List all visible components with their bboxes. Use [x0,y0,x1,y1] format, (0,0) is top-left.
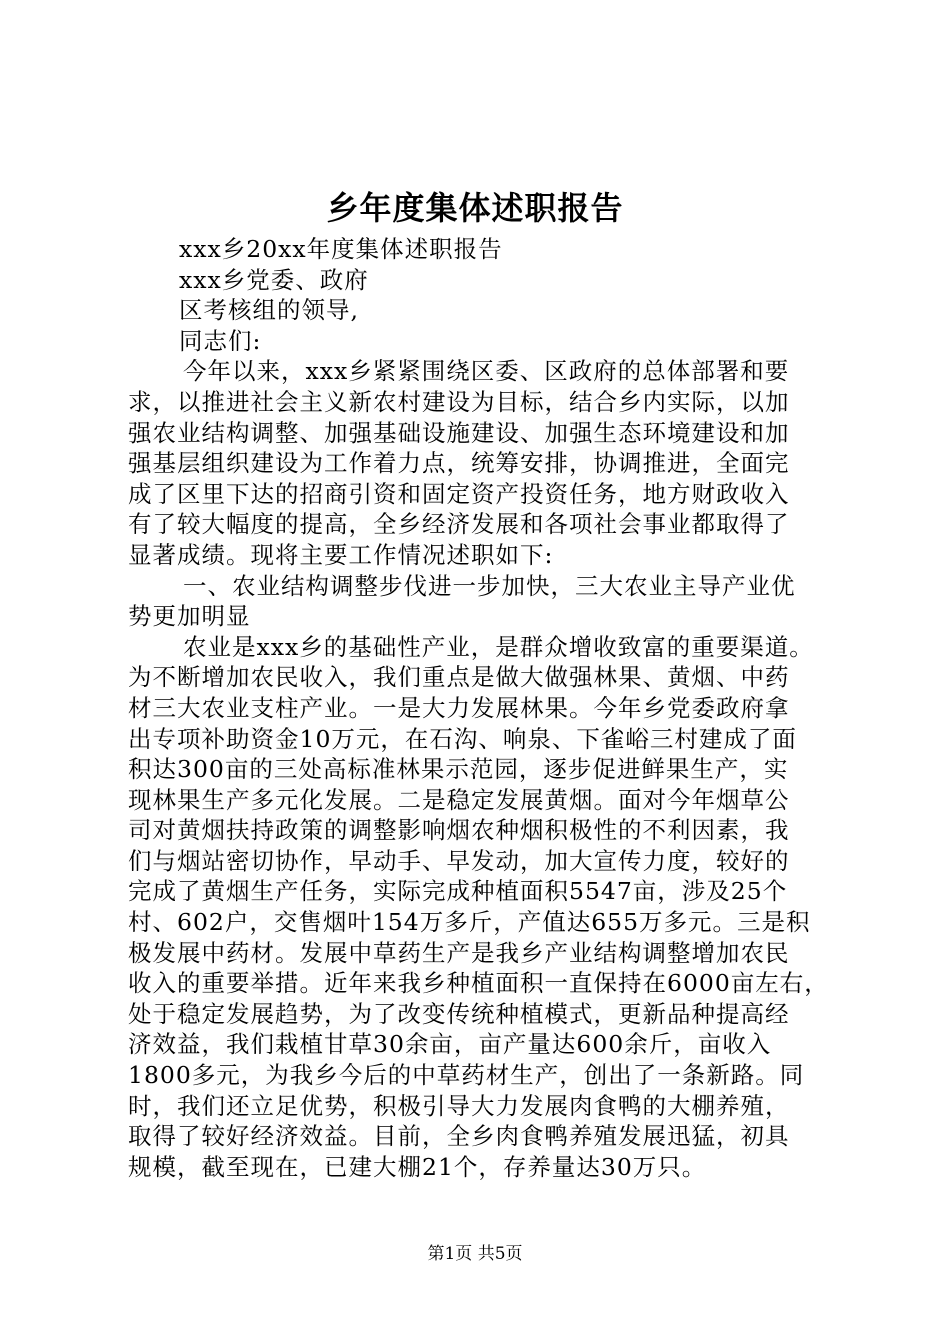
body-line: 今年以来，xxx乡紧紧围绕区委、区政府的总体部署和要 [183,357,790,386]
body-line: 同志们: [179,326,262,355]
body-line: 积达300亩的三处高标准林果示范园，逐步促进鲜果生产，实 [128,755,789,784]
page-number-footer: 第1页 共5页 [427,1244,523,1264]
document-body [128,234,838,1182]
body-line: 时，我们还立足优势，积极引导大力发展肉食鸭的大棚养殖， [128,1091,790,1120]
body-line: 村、602户，交售烟叶154万多斤，产值达655万多元。三是积 [128,908,811,937]
body-line: 收入的重要举措。近年来我乡种植面积一直保持在6000亩左右， [128,969,829,998]
body-line: 出专项补助资金10万元，在石沟、响泉、下雀峪三村建成了面 [128,724,797,753]
body-line: 们与烟站密切协作，早动手、早发动，加大宣传力度，较好的 [128,846,790,875]
body-line: 显著成绩。现将主要工作情况述职如下: [128,540,554,569]
document-title: 乡年度集体述职报告 [326,189,624,227]
body-line: 农业是xxx乡的基础性产业，是群众增收致富的重要渠道。 [183,632,814,661]
body-line: 求，以推进社会主义新农村建设为目标，结合乡内实际，以加 [128,387,790,416]
body-line: 济效益，我们栽植甘草30余亩，亩产量达600余斤，亩收入 [128,1030,772,1059]
body-line: 1800多元，为我乡今后的中草药材生产，创出了一条新路。同 [128,1061,805,1090]
body-line: 处于稳定发展趋势，为了改变传统种植模式，更新品种提高经 [128,999,790,1028]
body-line: 成了区里下达的招商引资和固定资产投资任务，地方财政收入 [128,479,790,508]
body-line: xxx乡20xx年度集体述职报告 [179,235,503,263]
body-line: 材三大农业支柱产业。一是大力发展林果。今年乡党委政府拿 [128,693,790,722]
body-line: 现林果生产多元化发展。二是稳定发展黄烟。面对今年烟草公 [128,785,790,814]
body-line: 强农业结构调整、加强基础设施建设、加强生态环境建设和加 [128,418,790,447]
body-line: 强基层组织建设为工作着力点，统筹安排，协调推进，全面完 [128,449,790,478]
body-line: 完成了黄烟生产任务，实际完成种植面积5547亩，涉及25个 [128,877,788,906]
body-line: 规模，截至现在，已建大棚21个，存养量达30万只。 [128,1152,707,1181]
body-line: 司对黄烟扶持政策的调整影响烟农种烟积极性的不利因素，我 [128,816,790,845]
body-line: 极发展中药材。发展中草药生产是我乡产业结构调整增加农民 [128,938,790,967]
body-line: 取得了较好经济效益。目前，全乡肉食鸭养殖发展迅猛，初具 [128,1122,790,1151]
body-line: 为不断增加农民收入，我们重点是做大做强林果、黄烟、中药 [128,663,790,692]
body-line: 势更加明显 [128,602,251,631]
body-line: 有了较大幅度的提高，全乡经济发展和各项社会事业都取得了 [128,510,790,539]
body-line: 区考核组的领导, [179,296,359,325]
body-line: 一、农业结构调整步伐进一步加快，三大农业主导产业优 [183,571,796,600]
body-line: xxx乡党委、政府 [179,265,369,294]
